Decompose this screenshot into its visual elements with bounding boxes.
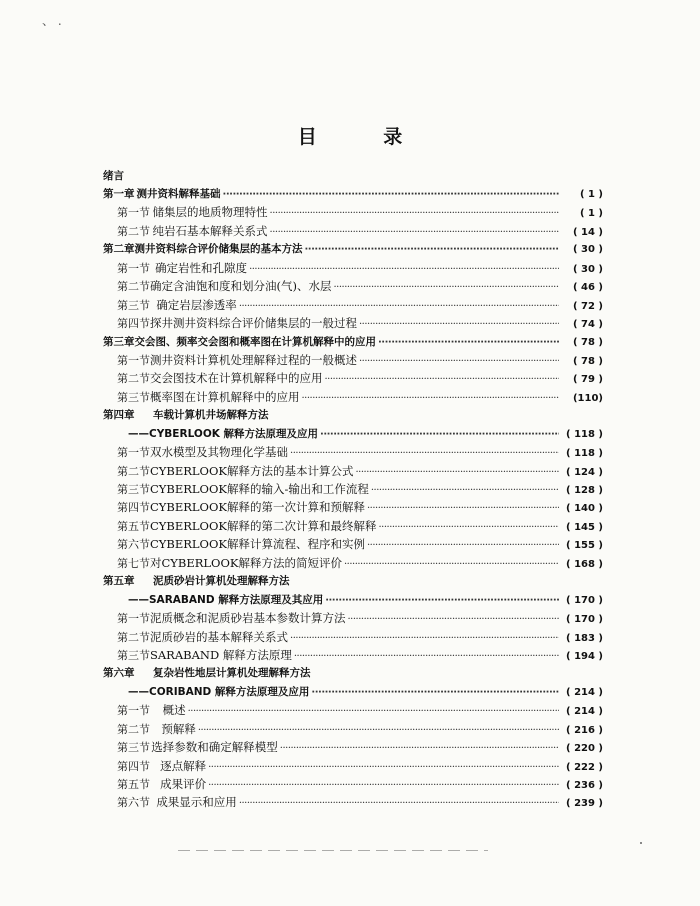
toc-entry-number: 第一节 [117,206,150,220]
toc-row-section[interactable] [103,554,603,572]
toc-entry-number: 第三节 [117,483,150,496]
toc-row-section[interactable] [103,314,603,332]
toc-entry-title: ——CYBERLOOK 解释方法原理及应用 [128,427,319,440]
toc-dot-leader [359,316,559,334]
toc-page-number: ( 78 ) [572,336,603,348]
toc-entry-title: 确定岩层渗透率 [156,297,237,312]
toc-page-number: (110) [572,392,603,404]
toc-entry-number: 第一节 [117,446,150,460]
toc-page-number: ( 72 ) [572,300,603,312]
toc-row-chapter-head[interactable] [103,572,603,590]
toc-row-section[interactable] [103,259,603,277]
toc-entry-number: 第三节 [117,741,150,755]
toc-row-section[interactable] [103,277,603,295]
toc-page-number: ( 239 ) [566,798,603,810]
toc-row-section[interactable] [103,535,603,553]
toc-entry-title: CYBERLOOK解释的第二次计算和最终解释 [150,518,377,533]
toc-entry-title: 双水模型及其物理化学基础 [150,445,289,460]
toc-entry-title: 确定岩性和孔隙度 [155,260,248,275]
toc-row-chapter[interactable] [103,333,603,351]
page-title: 目 录 [297,126,433,148]
toc-page-number: ( 1 ) [579,189,603,200]
toc-entry-number: 第四节 [117,317,150,331]
toc-page-number: ( 79 ) [572,374,603,386]
toc-page-number: ( 14 ) [572,226,603,238]
toc-page-number: ( 46 ) [572,282,603,294]
toc-entry-title: CYBERLOOK解释的第一次计算和预解释 [150,500,365,515]
toc-row-subtitle[interactable] [103,683,603,701]
toc-entry-title: 泥质概念和泥质砂岩基本参数计算方法 [150,611,346,626]
toc-entry-title: ——SARABAND 解释方法原理及其应用 [128,593,324,606]
toc-foreword[interactable] [103,167,603,185]
toc-row-section[interactable] [103,369,603,387]
toc-page-number: ( 145 ) [566,521,603,533]
toc-row-section[interactable] [103,609,603,627]
toc-dot-leader [294,648,559,666]
toc-entry-number: 第三章 [103,335,135,348]
toc-entry-number: 第六章 [103,667,135,680]
toc-row-subtitle[interactable] [103,591,603,609]
toc-dot-leader [311,684,559,702]
toc-dot-leader [367,500,559,518]
toc-row-section[interactable] [103,793,603,811]
toc-foreword-title: 绪言 [103,170,124,182]
toc-dot-leader [359,353,559,371]
toc-dot-leader [270,224,559,242]
toc-entry-number: 第四节 [117,501,150,515]
toc-page-number: ( 128 ) [566,485,603,496]
toc-page-number: ( 78 ) [572,355,603,367]
toc-page-number: ( 30 ) [572,244,603,256]
toc-entry-title: 交会图、频率交会图和概率图在计算机解释中的应用 [134,335,376,348]
table-of-contents [103,167,603,812]
toc-dot-leader [344,556,559,574]
toc-entry-title: 泥质砂岩的基本解释关系式 [150,629,289,644]
toc-page-number: ( 155 ) [566,540,603,552]
toc-dot-leader [223,186,559,204]
toc-entry-number: 第四节 [117,759,150,773]
toc-dot-leader [355,464,559,482]
toc-entry-number: 第五章 [103,575,135,588]
toc-entry-number: 第二节 [117,630,150,644]
toc-dot-leader [280,740,559,758]
toc-dot-leader [239,795,559,813]
toc-page-number: ( 118 ) [566,428,603,440]
toc-entry-title: 成果评价 [160,777,207,791]
toc-row-section[interactable] [103,701,603,719]
toc-row-section[interactable] [103,462,603,480]
toc-row-section[interactable] [103,222,603,240]
toc-page-number: ( 214 ) [566,686,603,698]
toc-entry-title: 测井资料解释基础 [136,188,221,200]
toc-entry-title: 探井测井资料综合评价储集层的一般过程 [150,316,357,331]
toc-page-number: ( 118 ) [566,448,603,460]
toc-page-number: ( 124 ) [566,466,603,478]
toc-row-section[interactable] [103,757,603,775]
toc-entry-title: 概述 [162,703,186,718]
toc-page-number: ( 222 ) [566,761,603,773]
toc-row-section[interactable] [103,738,603,756]
toc-page-number: ( 216 ) [566,724,603,736]
toc-dot-leader [367,537,559,555]
toc-dot-leader [208,759,559,777]
scan-artifact-line [178,850,488,851]
toc-page-number: ( 170 ) [566,594,603,606]
toc-entry-title: 成果显示和应用 [156,795,237,810]
toc-dot-leader [270,205,559,223]
toc-entry-number: 第三节 [117,298,150,312]
toc-entry-number: 第五节 [117,519,150,533]
toc-dot-leader [371,482,559,500]
toc-dot-leader [348,611,560,629]
toc-entry-number: 第二节 [117,224,150,238]
toc-entry-title: 测井资料综合评价储集层的基本方法 [134,243,303,256]
toc-entry-title: 测井资料计算机处理解释过程的一般概述 [150,352,357,367]
toc-entry-number: 第二节 [117,722,150,736]
toc-entry-title: 交会图技术在计算机解释中的应用 [150,371,323,386]
toc-entry-number: 第一节 [117,612,150,626]
toc-row-section[interactable] [103,498,603,516]
toc-entry-title: 选择参数和确定解释模型 [151,740,278,755]
toc-entry-number: 第五节 [117,778,150,791]
toc-dot-leader [333,279,559,297]
toc-page-number: ( 168 ) [566,558,603,570]
toc-entry-title: 纯岩石基本解释关系式 [152,223,268,238]
toc-entry-title: 车载计算机井场解释方法 [153,409,269,422]
toc-row-chapter-head[interactable] [103,664,603,682]
toc-entry-number: 第一节 [117,353,150,367]
toc-page-number: ( 30 ) [572,263,603,275]
toc-row-section[interactable] [103,443,603,461]
toc-entry-title: ——CORIBAND 解释方法原理及应用 [128,685,310,698]
toc-page-number: ( 220 ) [566,743,603,755]
toc-dot-leader [208,777,559,795]
toc-row-section[interactable] [103,388,603,406]
toc-entry-number: 第七节 [117,556,150,570]
toc-row-section[interactable] [103,775,603,793]
toc-entry-number: 第一节 [117,704,150,718]
toc-page-number: ( 74 ) [572,319,603,331]
toc-entry-number: 第一节 [117,261,150,275]
toc-row-section[interactable] [103,628,603,646]
toc-dot-leader [320,426,559,444]
toc-entry-title: 确定含油饱和度和划分油(气)、水层 [150,279,332,294]
toc-entry-number: 第二章 [103,243,135,256]
toc-dot-leader [290,630,559,648]
toc-entry-number: 第一章 [103,188,135,200]
toc-row-subtitle[interactable] [103,425,603,443]
toc-page-number: ( 1 ) [579,208,603,220]
toc-entry-number: 第二节 [117,280,150,294]
toc-row-section[interactable] [103,646,603,664]
toc-page-number: ( 140 ) [566,503,603,515]
toc-dot-leader [378,519,559,537]
toc-entry-number: 第六节 [117,796,150,810]
toc-row-section[interactable] [103,296,603,314]
toc-page-number: ( 194 ) [566,650,603,662]
toc-row-section[interactable] [103,351,603,369]
toc-entry-number: 第六节 [117,538,150,552]
toc-row-section[interactable] [103,517,603,535]
toc-dot-leader [378,334,559,352]
scan-artifact-dot [640,842,642,844]
toc-entry-title: 泥质砂岩计算机处理解释方法 [153,575,290,588]
toc-page-number: ( 236 ) [566,780,603,791]
toc-entry-number: 第四章 [103,409,135,422]
toc-entry-title: SARABAND 解释方法原理 [150,647,292,662]
toc-row-section[interactable] [103,480,603,498]
toc-row-section[interactable] [103,720,603,738]
toc-entry-number: 第二节 [117,464,150,478]
toc-entry-title: CYBERLOOK解释的输入-输出和工作流程 [150,482,369,496]
toc-entry-title: 逐点解释 [160,758,207,773]
toc-entry-title: 概率图在计算机解释中的应用 [150,389,300,404]
toc-page-number: ( 170 ) [566,614,603,626]
toc-entry-title: 储集层的地质物理特性 [152,205,268,220]
toc-row-chapter[interactable] [103,240,603,258]
corner-mark: 、 . [42,14,62,28]
toc-entry-title: CYBERLOOK解释计算流程、程序和实例 [150,537,365,552]
toc-entry-title: CYBERLOOK解释方法的基本计算公式 [150,463,354,478]
toc-dot-leader [302,390,560,408]
toc-page-number: ( 214 ) [566,706,603,718]
toc-row-chapter-head[interactable] [103,406,603,424]
toc-entry-number: 第三节 [117,648,150,662]
toc-page-number: ( 183 ) [566,632,603,644]
toc-dot-leader [188,703,559,721]
toc-dot-leader [325,592,559,610]
toc-entry-title: 复杂岩性地层计算机处理解释方法 [153,667,311,680]
toc-entry-title: 预解释 [161,721,196,736]
toc-entry-title: 对CYBERLOOK解释方法的简短评价 [150,555,342,570]
toc-row-chapter[interactable] [103,185,603,203]
toc-dot-leader [305,241,560,259]
toc-entry-number: 第二节 [117,372,150,386]
toc-entry-number: 第三节 [117,390,150,404]
toc-dot-leader [325,371,560,389]
toc-row-section[interactable] [103,203,603,221]
